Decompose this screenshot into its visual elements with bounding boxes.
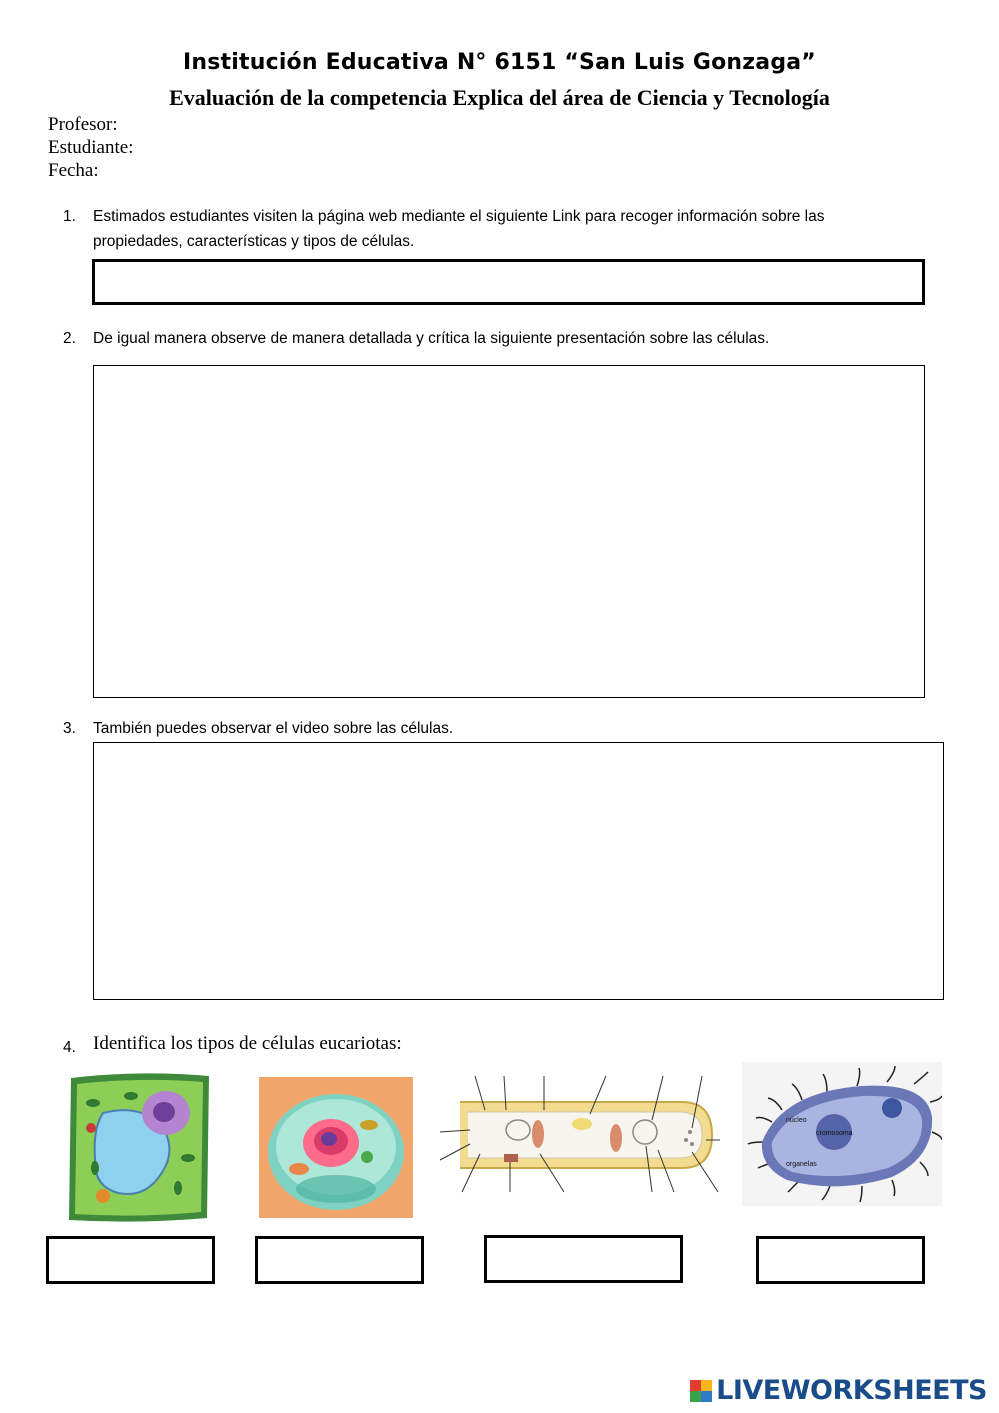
answer-box-animal-cell[interactable] <box>255 1236 424 1284</box>
evaluation-subtitle: Evaluación de la competencia Explica del área de Ciencia y Tecnología <box>169 85 830 110</box>
question-2-number: 2. <box>63 330 76 347</box>
question-4-number: 4. <box>63 1039 76 1056</box>
presentation-embed-box[interactable] <box>93 365 925 698</box>
question-4-text: Identifica los tipos de células eucariotas: <box>93 1033 402 1054</box>
organelas-label: organelas <box>786 1161 817 1168</box>
protist-cell-image <box>742 1062 942 1206</box>
liveworksheets-wordmark: LIVEWORKSHEETS <box>716 1375 987 1406</box>
profesor-label: Profesor: <box>48 114 118 135</box>
link-answer-box[interactable] <box>92 259 925 305</box>
animal-cell-image <box>259 1077 413 1218</box>
question-2-text: De igual manera observe de manera detallada y crítica la siguiente presentación sobre las células. <box>93 330 770 347</box>
liveworksheets-logo <box>690 1375 987 1406</box>
estudiante-label: Estudiante: <box>48 137 134 158</box>
question-3-number: 3. <box>63 720 76 737</box>
video-embed-box[interactable] <box>93 742 944 1000</box>
bacterial-cell-diagram-image <box>440 1074 720 1196</box>
question-1-number: 1. <box>63 208 76 225</box>
fecha-label: Fecha: <box>48 160 99 181</box>
cromosoma-label: cromosoma <box>816 1130 853 1137</box>
liveworksheets-icon <box>690 1380 712 1402</box>
plant-cell-image <box>63 1068 215 1226</box>
answer-box-protist-cell[interactable] <box>756 1236 925 1284</box>
question-3-text: También puedes observar el video sobre las células. <box>93 720 454 737</box>
nucleo-label: núcleo <box>786 1117 807 1124</box>
answer-box-plant-cell[interactable] <box>46 1236 215 1284</box>
school-title: Institución Educativa N° 6151 “San Luis Gonzaga” <box>183 50 816 75</box>
answer-box-bacterial-cell[interactable] <box>484 1235 683 1283</box>
question-1-text: Estimados estudiantes visiten la página web mediante el siguiente Link para recoger información sobre las propiedades, características y tipos de células. <box>93 208 825 250</box>
